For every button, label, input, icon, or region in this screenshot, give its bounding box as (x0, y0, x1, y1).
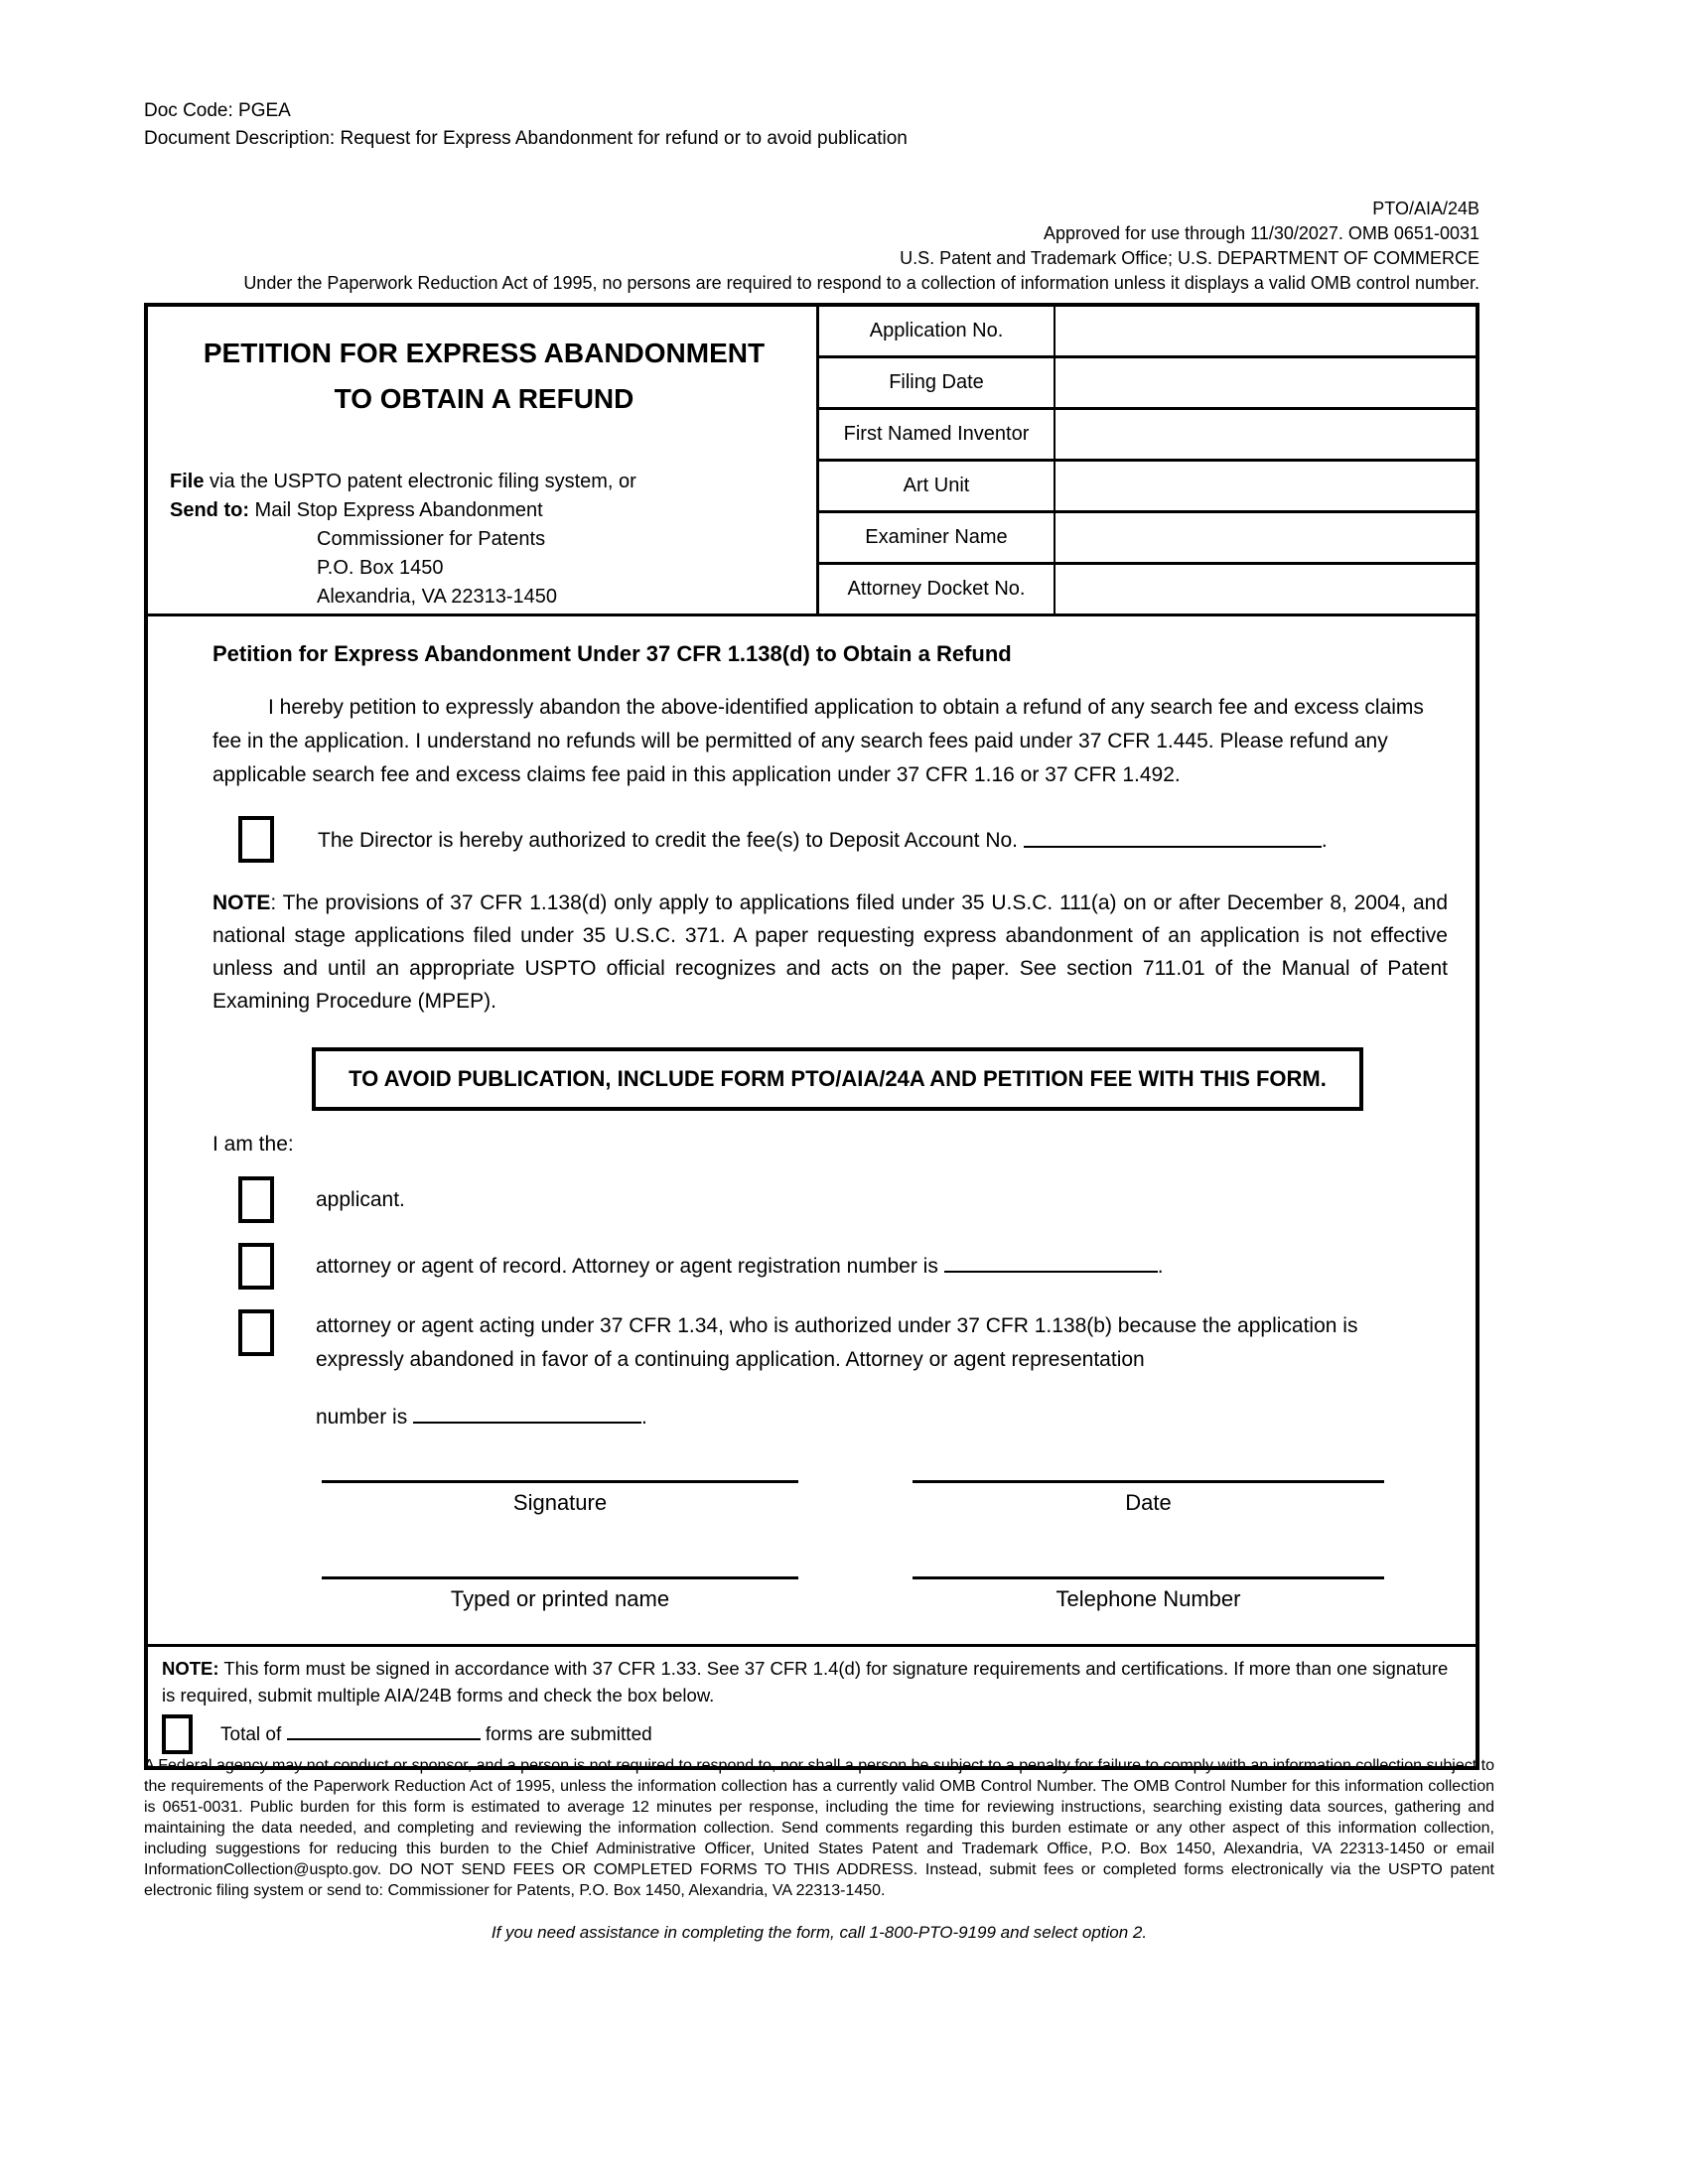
signature-line[interactable]: Signature (322, 1480, 798, 1522)
attorney-of-record-label: attorney or agent of record. Attorney or agent registration number is . (316, 1250, 1164, 1284)
approval-line: Approved for use through 11/30/2027. OMB 0651-0031 (1044, 223, 1479, 243)
footer (144, 1755, 1494, 1943)
assistance-line: If you need assistance in completing the form, call 1-800-PTO-9199 and select option 2. (491, 1923, 1148, 1942)
file-text: via the USPTO patent electronic filing system, or (204, 471, 636, 492)
date-line[interactable]: Date (913, 1480, 1384, 1522)
table-row (819, 513, 1476, 565)
signature-area (322, 1480, 1448, 1618)
representation-number-input[interactable] (413, 1402, 641, 1424)
doc-code-block (144, 97, 908, 153)
paperwork-fine-print: A Federal agency may not conduct or sponsor, and a person is not required to respond to, nor shall a person be subject to a penalty for failure to comply with an information collection subject to the requirements of the Paperwork Reduction Act of 1995, unless the information collection has a currently valid OMB Control Number. The OMB Control Number for this information collection is 0651-0031. Public burden for this form is estimated to average 12 minutes per response, including the time for reviewing instructions, searching existing data sources, gathering and maintaining the data needed, and completing and reviewing the information collection. Send comments regarding this burden estimate or any other aspect of this information collection, including suggestions for reducing this burden to the Chief Administrative Officer, United States Patent and Trademark Office, P.O. Box 1450, Alexandria, VA 22313-1450 or email InformationCollection@uspto.gov. DO NOT SEND FEES OR COMPLETED FORMS TO THIS ADDRESS. Instead, submit fees or completed forms electronically via the USPTO patent electronic filing system or send to: Commissioner for Patents, P.O. Box 1450, Alexandria, VA 22313-1450. (144, 1757, 1494, 1899)
deposit-account-row (212, 816, 1448, 863)
deposit-account-checkbox[interactable] (238, 816, 274, 863)
multiple-forms-checkbox[interactable] (162, 1714, 193, 1754)
filing-date-label: Filing Date (819, 358, 1055, 407)
note-label: NOTE (212, 891, 271, 914)
form-header (148, 307, 1476, 616)
application-no-value[interactable] (1055, 307, 1476, 355)
option-attorney-134-row (212, 1309, 1448, 1434)
art-unit-value[interactable] (1055, 462, 1476, 510)
applicant-label: applicant. (316, 1187, 405, 1211)
table-row (819, 565, 1476, 614)
file-label: File (170, 471, 205, 492)
examiner-name-label: Examiner Name (819, 513, 1055, 562)
option-applicant-row (212, 1176, 1448, 1223)
filing-instructions (170, 468, 798, 612)
avoid-publication-box: TO AVOID PUBLICATION, INCLUDE FORM PTO/AIA/24A AND PETITION FEE WITH THIS FORM. (312, 1047, 1363, 1111)
deposit-account-input[interactable] (1024, 825, 1322, 847)
form-title-cell (148, 307, 819, 614)
table-row (819, 462, 1476, 513)
address-line-2: P.O. Box 1450 (317, 557, 444, 579)
address-line-1: Commissioner for Patents (317, 528, 546, 550)
typed-name-line[interactable]: Typed or printed name (322, 1576, 798, 1618)
send-to-label: Send to: (170, 499, 249, 521)
note-paragraph: NOTE: The provisions of 37 CFR 1.138(d) only apply to applications filed under 35 U.S.C. 111(a) on or after December 8, 2004, and national stage applications filed under 35 U.S.C. 371. A paper requesting express abandonment of an application is not effective unless and until an appropriate USPTO official recognizes and acts on the paper. See section 711.01 of the Manual of Patent Examining Procedure (MPEP). (212, 891, 1448, 1013)
file-line (170, 468, 798, 496)
form-body (148, 616, 1476, 1644)
section-heading: Petition for Express Abandonment Under 37 CFR 1.138(d) to Obtain a Refund (212, 641, 1012, 666)
attorney-of-record-checkbox[interactable] (238, 1243, 274, 1290)
table-row (819, 358, 1476, 410)
signature-note-section (148, 1644, 1476, 1766)
send-to-line (170, 496, 798, 525)
first-named-inventor-value[interactable] (1055, 410, 1476, 459)
form-number: PTO/AIA/24B (1372, 199, 1479, 218)
attorney-docket-no-value[interactable] (1055, 565, 1476, 614)
total-forms-input[interactable] (287, 1720, 481, 1740)
i-am-the-label: I am the: (212, 1133, 294, 1156)
agency-header (144, 197, 1479, 296)
representation-number-line: number is . (316, 1401, 1448, 1434)
total-forms-text: Total of forms are submitted (220, 1720, 652, 1748)
address-line-3: Alexandria, VA 22313-1450 (317, 586, 558, 608)
total-forms-row (162, 1714, 1462, 1754)
petition-paragraph: I hereby petition to expressly abandon the above-identified application to obtain a refund of any search fee and excess claims fee in the application. I understand no refunds will be permitted of any search fees paid under 37 CFR 1.445. Please refund any applicable search fee and excess claims fee paid in this application under 37 CFR 1.16 or 37 CFR 1.492. (212, 696, 1424, 786)
art-unit-label: Art Unit (819, 462, 1055, 510)
agency-line: U.S. Patent and Trademark Office; U.S. DEPARTMENT OF COMMERCE (900, 248, 1479, 268)
application-no-label: Application No. (819, 307, 1055, 355)
petition-form (144, 303, 1479, 1770)
form-title-line2: TO OBTAIN A REFUND (334, 383, 634, 414)
telephone-line[interactable]: Telephone Number (913, 1576, 1384, 1618)
attorney-134-label: attorney or agent acting under 37 CFR 1.34, who is authorized under 37 CFR 1.138(b) because the application is expressly abandoned in favor of a continuing application. Attorney or agent representation number is . (316, 1309, 1448, 1434)
registration-number-input[interactable] (944, 1250, 1158, 1272)
first-named-inventor-label: First Named Inventor (819, 410, 1055, 459)
attorney-134-checkbox[interactable] (238, 1309, 274, 1356)
doc-code: Doc Code: PGEA (144, 100, 291, 121)
doc-description: Document Description: Request for Express Abandonment for refund or to avoid publication (144, 128, 908, 149)
attorney-docket-no-label: Attorney Docket No. (819, 565, 1055, 614)
deposit-account-text: The Director is hereby authorized to credit the fee(s) to Deposit Account No. . (318, 825, 1328, 853)
form-title-line1: PETITION FOR EXPRESS ABANDONMENT (203, 338, 766, 368)
option-attorney-of-record-row (212, 1243, 1448, 1290)
bibliographic-table (819, 307, 1476, 614)
examiner-name-value[interactable] (1055, 513, 1476, 562)
signature-note-text: NOTE: This form must be signed in accordance with 37 CFR 1.33. See 37 CFR 1.4(d) for signature requirements and certifications. If more than one signature is required, submit multiple AIA/24B forms and check the box below. (162, 1658, 1449, 1706)
table-row (819, 410, 1476, 462)
filing-date-value[interactable] (1055, 358, 1476, 407)
send-to-text: Mail Stop Express Abandonment (249, 499, 543, 521)
paperwork-notice: Under the Paperwork Reduction Act of 1995, no persons are required to respond to a collection of information unless it displays a valid OMB control number. (243, 273, 1479, 293)
applicant-checkbox[interactable] (238, 1176, 274, 1223)
form-title (170, 331, 798, 422)
table-row (819, 307, 1476, 358)
signature-note-label: NOTE: (162, 1658, 219, 1679)
